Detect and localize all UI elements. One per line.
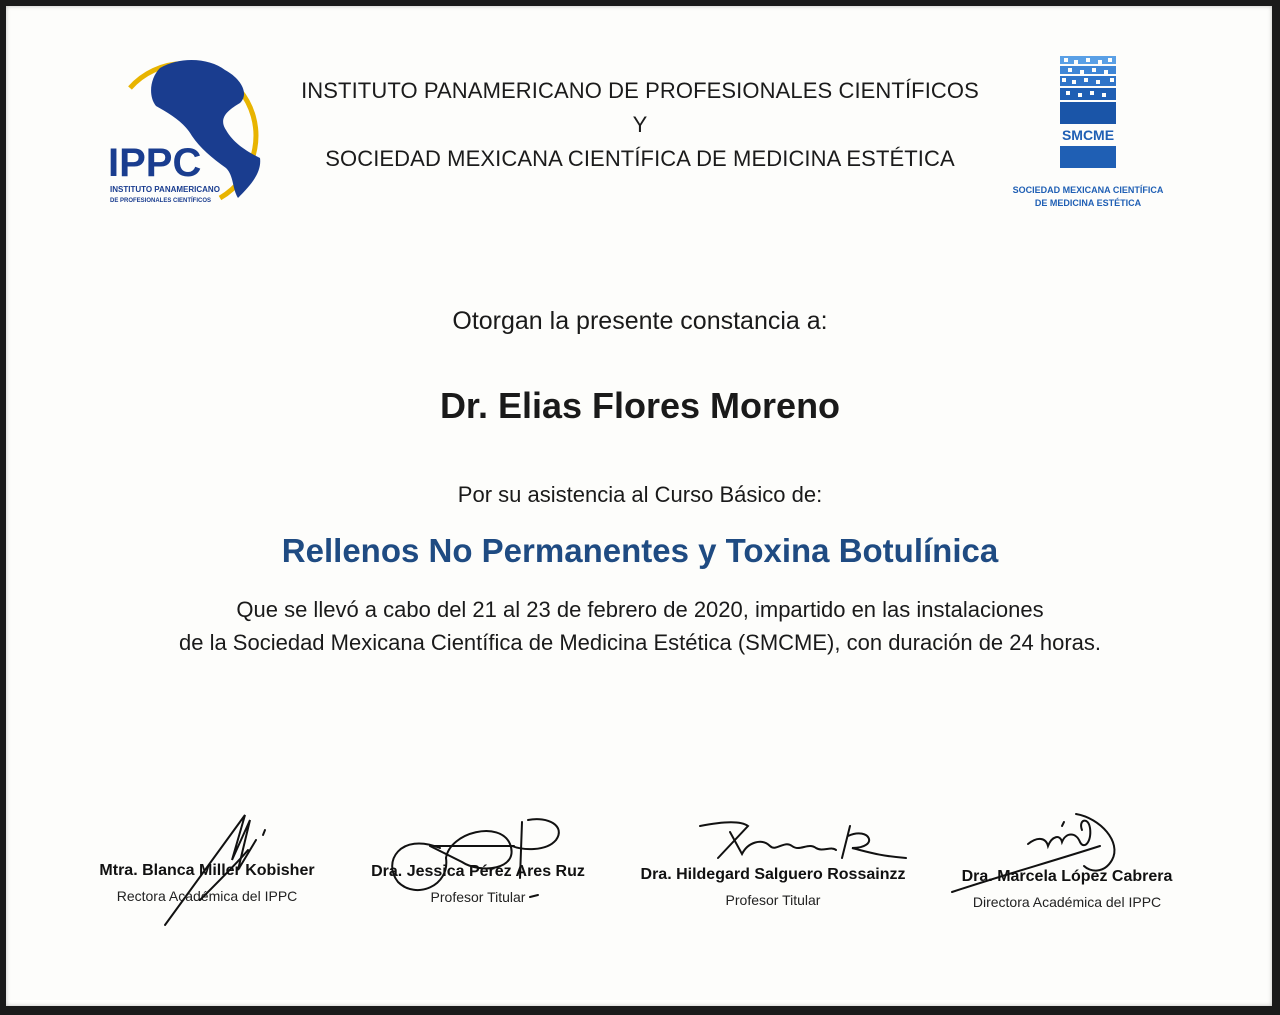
signatory-name: Dra. Hildegard Salguero Rossainzz xyxy=(640,866,906,883)
smcme-caption-line1: SOCIEDAD MEXICANA CIENTÍFICA xyxy=(1012,185,1164,195)
signatory-role: Rectora Académica del IPPC xyxy=(116,888,298,904)
smcme-logo xyxy=(1000,50,1180,220)
smcme-mosaic xyxy=(1060,56,1116,168)
smcme-acronym: SMCME xyxy=(1061,127,1115,143)
header-line-institute: INSTITUTO PANAMERICANO DE PROFESIONALES CIENTÍFICOS xyxy=(301,78,979,103)
signatory-name: Dra. Jessica Pérez Ares Ruz xyxy=(371,863,585,880)
attendance-statement: Por su asistencia al Curso Básico de: xyxy=(457,482,823,507)
header-line-society: SOCIEDAD MEXICANA CIENTÍFICA DE MEDICINA ESTÉTICA xyxy=(325,146,955,171)
signatory-name: Dra. Marcela López Cabrera xyxy=(961,868,1173,885)
ippc-line2: DE PROFESIONALES CIENTÍFICOS xyxy=(110,198,212,204)
grant-statement: Otorgan la presente constancia a: xyxy=(452,307,828,335)
course-title: Rellenos No Permanentes y Toxina Botulínica xyxy=(281,532,999,569)
signatory-1 xyxy=(57,862,357,904)
recipient-name: Dr. Elias Flores Moreno xyxy=(439,385,841,426)
signatory-4 xyxy=(917,868,1217,910)
signatory-role: Profesor Titular xyxy=(725,892,821,908)
ippc-logo xyxy=(100,48,280,208)
signatory-name: Mtra. Blanca Miller Kobisher xyxy=(99,862,315,879)
signatory-2 xyxy=(328,863,628,905)
signatory-3 xyxy=(623,866,923,908)
header-line-conjunction: Y xyxy=(632,112,648,137)
signatory-role: Directora Académica del IPPC xyxy=(972,894,1162,910)
ippc-line1: INSTITUTO PANAMERICANO xyxy=(110,185,220,194)
course-description-line2: de la Sociedad Mexicana Científica de Medicina Estética (SMCME), con duración de 24 horas. xyxy=(178,630,1102,655)
signatory-role: Profesor Titular xyxy=(430,889,526,905)
ippc-acronym: IPPC xyxy=(108,141,202,185)
course-description-line1: Que se llevó a cabo del 21 al 23 de febrero de 2020, impartido en las instalaciones xyxy=(236,597,1044,622)
smcme-caption-line2: DE MEDICINA ESTÉTICA xyxy=(1034,198,1142,208)
